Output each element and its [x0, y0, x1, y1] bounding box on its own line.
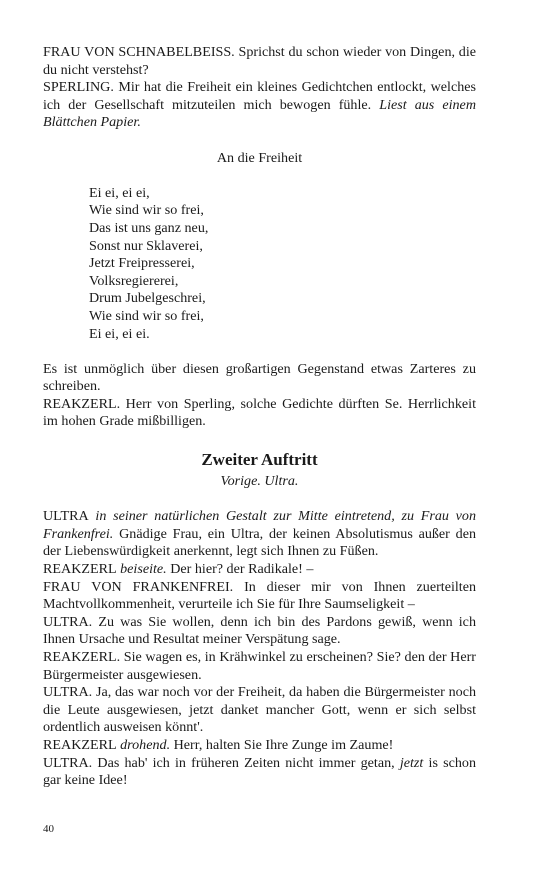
scene-heading: Zweiter Auftritt	[201, 450, 318, 470]
dialogue-line	[43, 396, 476, 431]
poem-line: Wie sind wir so frei,	[89, 307, 204, 324]
speaker: ULTRA.	[43, 754, 93, 771]
speech: is schon gar keine Idee!	[43, 754, 477, 789]
speech: Herr, halten Sie Ihre Zunge im Zaume!	[170, 736, 394, 753]
speaker: SPERLING.	[43, 79, 114, 96]
emphasis: jetzt	[399, 754, 424, 771]
speech: Sie wagen es, in Krähwinkel zu erscheinen? Sie? den der Herr Bürgermeister ausgewiesen.	[43, 649, 476, 683]
dialogue-line	[43, 508, 476, 561]
stage-direction: Liest aus einem Blättchen Papier.	[43, 96, 476, 131]
speech: In dieser mir von Ihnen zuerteilten Machtvollkommenheit, verurteile ich Sie für Ihre Saumseligkeit –	[43, 578, 477, 613]
stage-direction: in seiner natürlichen Gestalt zur Mitte eintretend, zu Frau von Frankenfrei.	[43, 508, 476, 542]
poem-line: Sonst nur Sklaverei,	[89, 237, 203, 254]
poem-line: Wie sind wir so frei,	[89, 202, 204, 219]
scene-stage-direction: Vorige. Ultra.	[220, 473, 299, 490]
dialogue-line	[43, 44, 476, 79]
dialogue-line	[43, 737, 476, 755]
poem-line: Ei ei, ei ei.	[89, 325, 150, 342]
page-number: 40	[43, 823, 54, 835]
speech: Sprichst du schon wieder von Dingen, die du nicht verstehst?	[43, 44, 476, 78]
dialogue-line	[43, 614, 476, 649]
poem-line: Volksregiererei,	[89, 272, 179, 289]
speaker: ULTRA.	[43, 684, 93, 701]
dialogue-line	[43, 579, 476, 614]
stage-direction: beiseite.	[116, 561, 167, 578]
speaker: REAKZERL.	[43, 395, 121, 412]
speaker: REAKZERL.	[43, 649, 121, 665]
speech: Der hier? der Radikale! –	[166, 561, 314, 578]
speaker: ULTRA.	[43, 613, 93, 630]
poem-title: An die Freiheit	[216, 149, 303, 166]
speaker: REAKZERL	[43, 736, 117, 753]
speaker: FRAU VON FRANKENFREI.	[43, 578, 234, 595]
speech: Ja, das war noch vor der Freiheit, da haben die Bürgermeister noch die Leute ausgewiesen, jetzt danket mancher Gott, wenn er sich selbst ordentlich ausweisen könnt'.	[43, 684, 476, 736]
poem-line: Drum Jubelgeschrei,	[89, 290, 206, 307]
stage-direction: drohend.	[116, 736, 171, 753]
poem-line: Jetzt Freipresserei,	[89, 255, 195, 272]
speech: Das hab' ich in früheren Zeiten nicht immer getan,	[92, 754, 400, 771]
dialogue-line	[43, 649, 476, 684]
page-body	[43, 44, 476, 790]
speech: Gnädige Frau, ein Ultra, der keinen Absolutismus außer den der Liebenswürdigkeit anerkennt, legt sich Ihnen zu Füßen.	[43, 525, 476, 560]
dialogue-line	[43, 755, 476, 790]
speech: Herr von Sperling, solche Gedichte dürften Se. Herrlichkeit im hohen Grade mißbilligen.	[43, 395, 476, 430]
dialogue-line	[43, 684, 476, 737]
dialogue-line	[43, 561, 476, 579]
poem-line: Das ist uns ganz neu,	[89, 219, 209, 236]
speaker: FRAU VON SCHNABELBEISS.	[43, 44, 235, 60]
speech: Mir hat die Freiheit ein kleines Gedichtchen entlockt, welches ich der Gesellschaft mitzuteilen mich bewogen fühle.	[43, 79, 476, 113]
poem-line: Ei ei, ei ei,	[89, 184, 150, 201]
dialogue-line	[43, 79, 476, 132]
poem	[89, 185, 476, 343]
speaker: REAKZERL	[43, 561, 117, 578]
speaker: ULTRA	[43, 508, 89, 525]
paragraph: Es ist unmöglich über diesen großartigen Gegenstand etwas Zarteres zu schreiben.	[43, 360, 476, 395]
speech: Zu was Sie wollen, denn ich bin des Pardons gewiß, wenn ich Ihnen Ursache und Resultat meiner Verspätung sage.	[43, 613, 476, 648]
